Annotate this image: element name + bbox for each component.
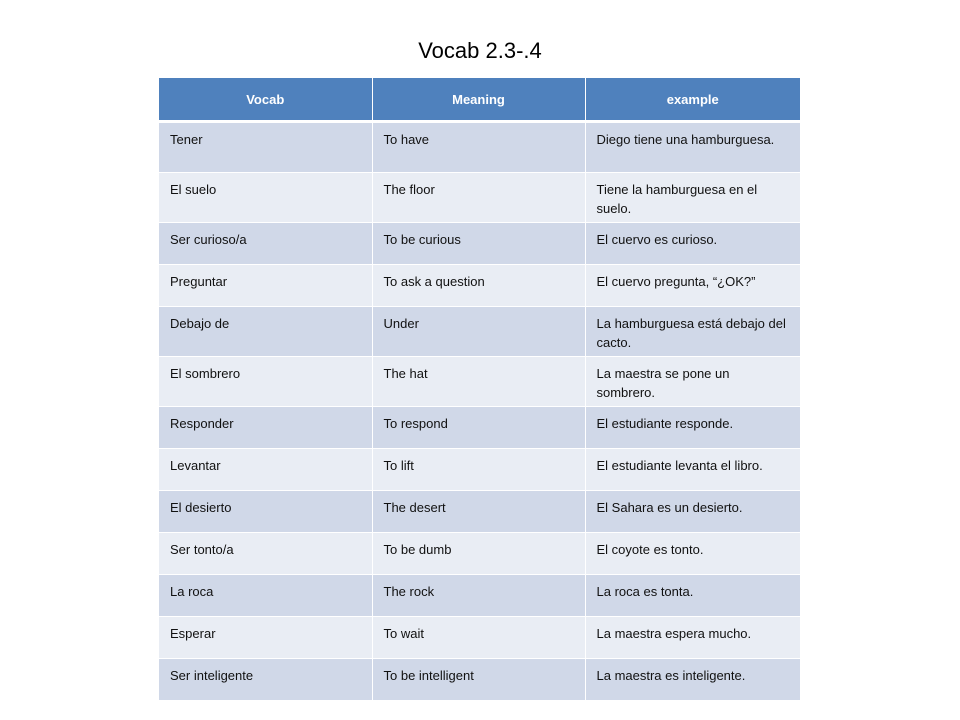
example-cell: La maestra se pone un sombrero. (585, 357, 800, 407)
vocab-cell: Ser tonto/a (159, 533, 372, 575)
meaning-cell: To be intelligent (372, 659, 585, 701)
meaning-cell: The hat (372, 357, 585, 407)
vocab-cell: El suelo (159, 173, 372, 223)
table-row (159, 265, 800, 307)
slide-title: Vocab 2.3-.4 (418, 38, 542, 63)
meaning-cell: To be dumb (372, 533, 585, 575)
vocab-cell: Responder (159, 407, 372, 449)
meaning-cell: To be curious (372, 223, 585, 265)
vocab-cell: El desierto (159, 491, 372, 533)
meaning-cell: The floor (372, 173, 585, 223)
vocab-cell: Debajo de (159, 307, 372, 357)
example-cell: El cuervo pregunta, “¿OK?” (585, 265, 800, 307)
example-cell: La maestra espera mucho. (585, 617, 800, 659)
vocab-cell: Preguntar (159, 265, 372, 307)
table-row (159, 449, 800, 491)
example-cell: El estudiante levanta el libro. (585, 449, 800, 491)
table-row (159, 575, 800, 617)
table-row (159, 491, 800, 533)
meaning-cell: To ask a question (372, 265, 585, 307)
table-row (159, 307, 800, 357)
meaning-cell: To wait (372, 617, 585, 659)
table-row (159, 223, 800, 265)
example-cell: La roca es tonta. (585, 575, 800, 617)
table-row (159, 122, 800, 173)
example-cell: El estudiante responde. (585, 407, 800, 449)
table-row (159, 617, 800, 659)
vocab-cell: Ser curioso/a (159, 223, 372, 265)
vocab-cell: La roca (159, 575, 372, 617)
header-vocab: Vocab (159, 78, 372, 122)
example-cell: Tiene la hamburguesa en el suelo. (585, 173, 800, 223)
example-cell: El Sahara es un desierto. (585, 491, 800, 533)
vocab-cell: Esperar (159, 617, 372, 659)
vocab-cell: El sombrero (159, 357, 372, 407)
example-cell: Diego tiene una hamburguesa. (585, 122, 800, 173)
vocab-cell: Levantar (159, 449, 372, 491)
example-cell: El cuervo es curioso. (585, 223, 800, 265)
table-row (159, 533, 800, 575)
meaning-cell: To respond (372, 407, 585, 449)
table-row (159, 173, 800, 223)
table-row (159, 357, 800, 407)
meaning-cell: To have (372, 122, 585, 173)
table-row (159, 659, 800, 701)
table-row (159, 407, 800, 449)
vocab-cell: Tener (159, 122, 372, 173)
header-example: example (585, 78, 800, 122)
meaning-cell: The desert (372, 491, 585, 533)
example-cell: La hamburguesa está debajo del cacto. (585, 307, 800, 357)
example-cell: El coyote es tonto. (585, 533, 800, 575)
vocab-table (159, 78, 800, 701)
meaning-cell: The rock (372, 575, 585, 617)
header-meaning: Meaning (372, 78, 585, 122)
header-row (159, 78, 800, 122)
meaning-cell: To lift (372, 449, 585, 491)
meaning-cell: Under (372, 307, 585, 357)
vocab-cell: Ser inteligente (159, 659, 372, 701)
example-cell: La maestra es inteligente. (585, 659, 800, 701)
